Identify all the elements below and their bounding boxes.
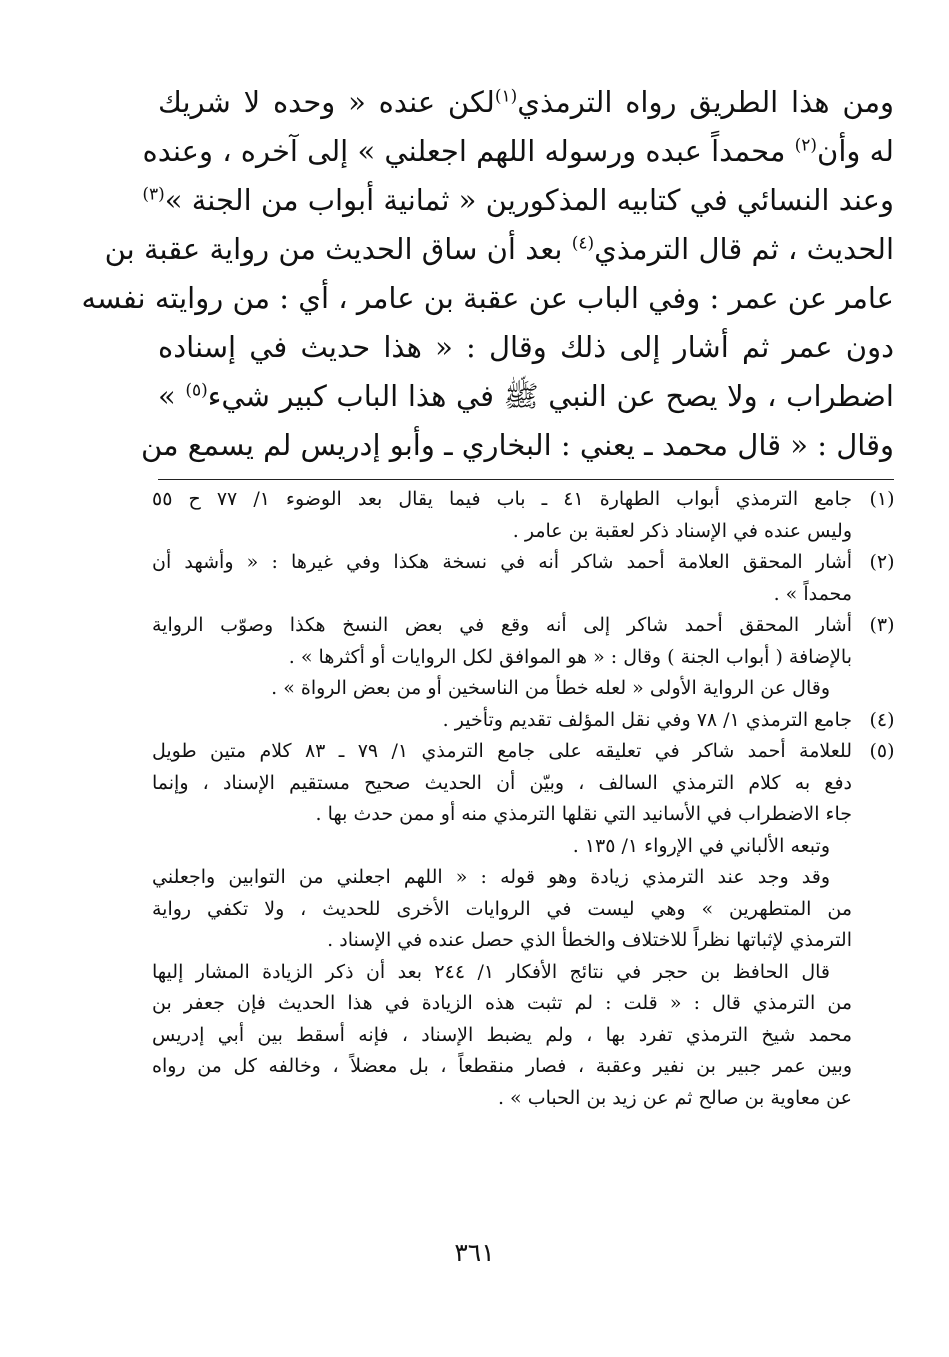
footnote-line: الترمذي لإثباتها نظراً للاختلاف والخطأ الذي حصل عنده في الإسناد . (327, 929, 852, 951)
footnote-3 (152, 610, 904, 705)
footnote-line: جامع الترمذي أبواب الطهارة ٤١ ـ باب فيما يقال بعد الوضوء ١/ ٧٧ ح ٥٥ (152, 488, 852, 510)
footnote-ref-1: (١) (494, 86, 518, 107)
footnote-line: للعلامة أحمد شاكر في تعليقه على جامع الترمذي ١/ ٧٩ ـ ٨٣ كلام متين طويل (152, 740, 852, 762)
footnotes-section (152, 484, 904, 1114)
footnote-line: وقال عن الرواية الأولى « لعله خطأ من الناسخين أو من بعض الرواة » . (271, 677, 830, 699)
main-line-text: بعد أن ساق الحديث من رواية عقبة بن (104, 232, 572, 266)
footnote-ref-2: (٢) (794, 135, 818, 156)
main-line-text: لكن عنده « وحده لا شريك (158, 85, 495, 119)
footnote-number: (٥) (869, 740, 895, 762)
main-line-3 (142, 176, 894, 225)
main-line-2 (142, 127, 894, 176)
footnote-number: (٣) (869, 614, 895, 636)
main-line-7 (158, 372, 894, 421)
footnote-ref-4: (٤) (571, 233, 595, 254)
footnote-line: من المتطهرين » وهي ليست في الروايات الأخرى للحديث ، ولا تكفي رواية (152, 897, 852, 920)
footnote-line: وقد وجد عند الترمذي زيادة وهو قوله : « اللهم اجعلني من التوابين واجعلني (152, 866, 830, 888)
footnote-line: أشار المحقق أحمد شاكر إلى أنه وقع في بعض النسخ هكذا وصوّب الرواية (152, 614, 852, 636)
footnote-line: وتبعه الألباني في الإرواء ١/ ١٣٥ . (572, 834, 830, 857)
footnote-line: جاء الاضطراب في الأسانيد التي نقلها الترمذي منه أو ممن حدث بها . (315, 803, 852, 825)
footnote-line: أشار المحقق العلامة أحمد شاكر أنه في نسخة هكذا وفي غيرها : « وأشهد أن (152, 551, 852, 573)
footnote-2 (152, 547, 904, 610)
footnote-continuation-2 (152, 957, 852, 1115)
footnote-line: وبين عمر جبير بن نفير وعقبة ، فصار منقطعاً ، بل معضلاً ، وخالفه كل من رواه (152, 1055, 852, 1077)
footnote-ref-5: (٥) (185, 380, 208, 401)
main-line-8 (140, 421, 894, 470)
footnote-separator (158, 479, 894, 480)
main-line-5 (81, 274, 894, 323)
main-line-text: » (158, 379, 186, 413)
footnote-line: بالإضافة ( أبواب الجنة ) وقال : « هو الموافق لكل الروايات أو أكثرها » . (288, 645, 852, 668)
main-line-text: وقال : « قال محمد ـ يعني : البخاري ـ وأبو إدريس لم يسمع من (140, 428, 894, 462)
main-line-text: وعند النسائي في كتابيه المذكورين « ثمانية أبواب من الجنة » (164, 183, 894, 217)
footnote-line: جامع الترمذي ١/ ٧٨ وفي نقل المؤلف تقديم وتأخير . (442, 708, 852, 731)
main-line-1 (158, 78, 894, 127)
footnote-line: قال الحافظ بن حجر في نتائج الأفكار ١/ ٢٤٤ بعد أن ذكر الزيادة المشار إليها (152, 960, 830, 983)
main-line-text: دون عمر ثم أشار إلى ذلك وقال : « هذا حديث في إسناده (158, 330, 894, 364)
footnote-line: محمداً » . (773, 582, 852, 605)
footnote-line: عن معاوية بن صالح ثم عن زيد بن الحباب » . (497, 1086, 852, 1109)
main-line-4 (104, 225, 894, 274)
footnote-continuation-1 (152, 862, 852, 957)
footnote-ref-3: (٣) (142, 184, 165, 205)
main-line-text: ومن هذا الطريق رواه الترمذي (517, 85, 895, 119)
footnote-number: (٢) (869, 551, 895, 573)
footnote-number: (١) (869, 488, 895, 510)
main-line-text: الحديث ، ثم قال الترمذي (594, 232, 894, 266)
main-line-text: عامر عن عمر : وفي الباب عن عقبة بن عامر ، أي : من روايته نفسه (81, 281, 894, 315)
footnote-number: (٤) (869, 708, 895, 731)
footnote-line: دفع به كلام الترمذي السالف ، وبيّن أن الحديث صحيح مستقيم الإسناد ، وإنما (152, 771, 852, 794)
page-number: ٣٦١ (454, 1238, 495, 1267)
main-line-6 (158, 323, 894, 372)
main-line-text: اضطراب ، ولا يصح عن النبي ﷺ في هذا الباب كبير شيء (207, 379, 894, 413)
footnote-line: من الترمذي قال : « قلت : لم تثبت هذه الزيادة في هذا الحديث فإن جعفر بن (152, 992, 852, 1014)
footnote-line: محمد شيخ الترمذي تفرد بها ، ولم يضبط الإسناد ، فإنه أسقط بين أبي إدريس (152, 1023, 852, 1046)
footnote-4 (152, 705, 904, 737)
main-line-text: محمداً عبده ورسوله اللهم اجعلني » إلى آخره ، وعنده (142, 134, 795, 168)
footnote-1 (152, 484, 904, 547)
main-line-text: له وأن (817, 134, 894, 168)
footnote-5 (152, 736, 904, 862)
footnote-line: وليس عنده في الإسناد ذكر لعقبة بن عامر . (512, 519, 852, 542)
main-text-block (81, 78, 895, 470)
